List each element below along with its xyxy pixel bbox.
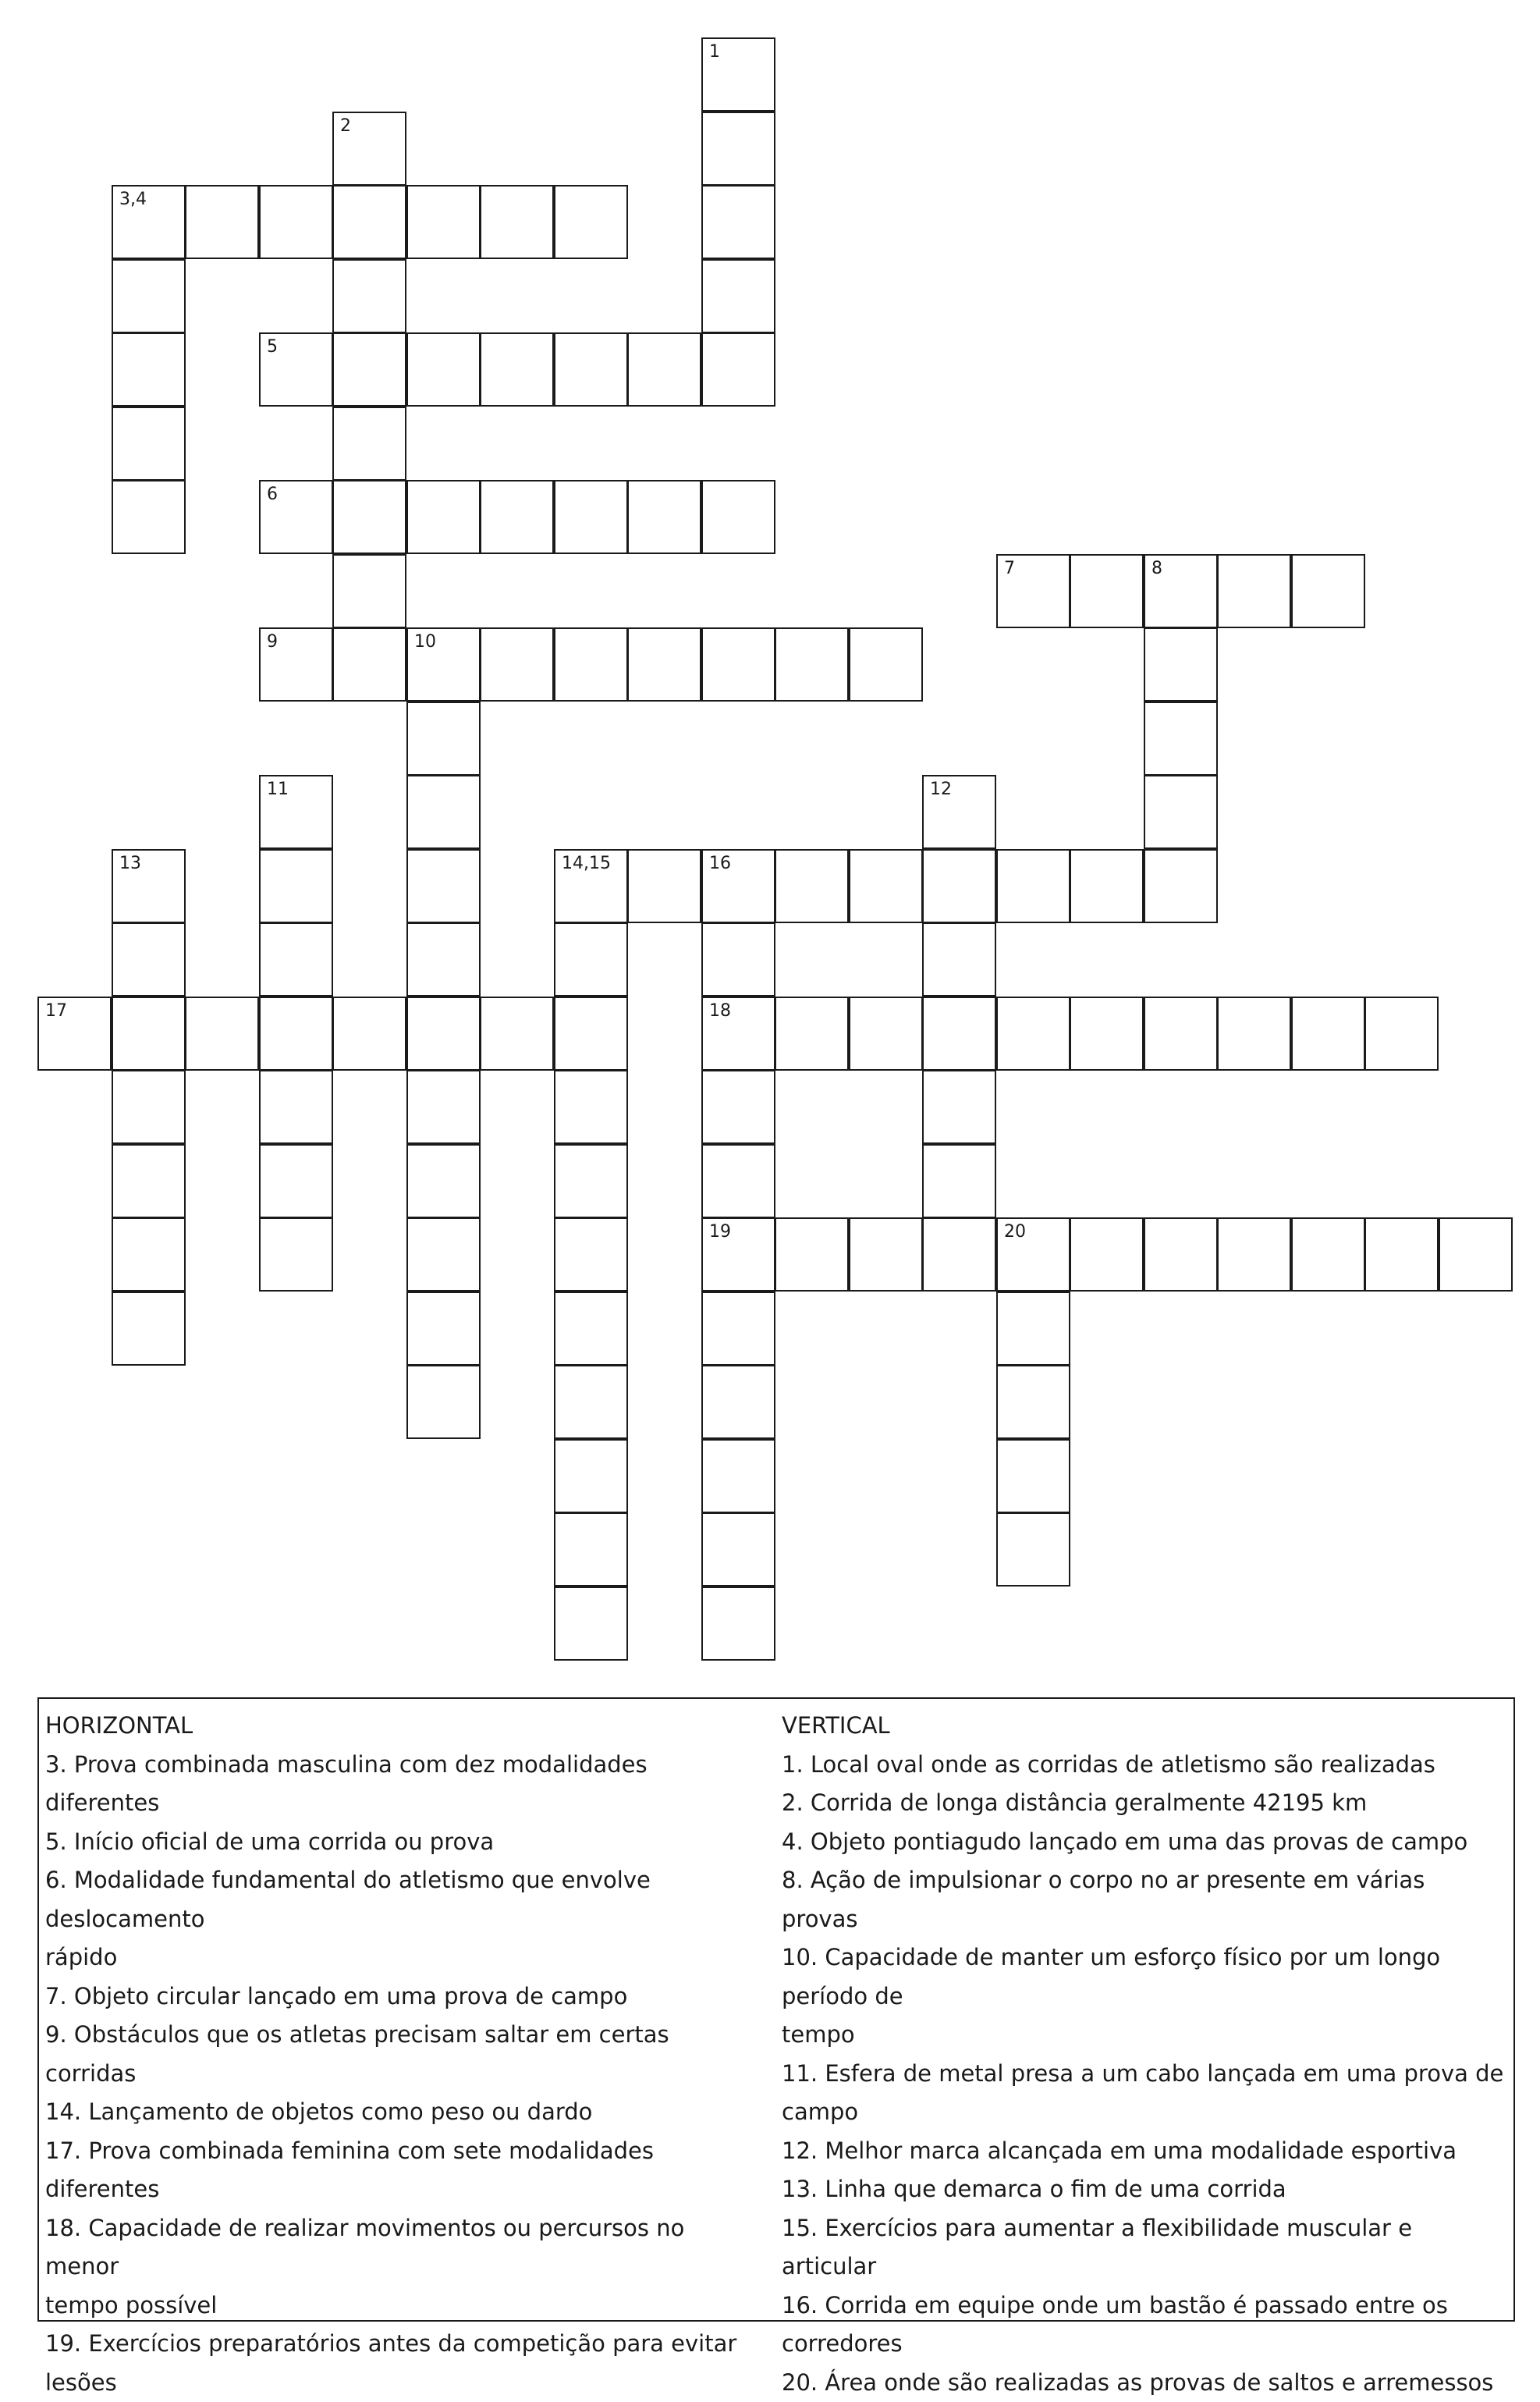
clue-number: 16: [709, 855, 731, 872]
vertical-clue: 16. Corrida em equipe onde um bastão é passado entre os: [782, 2287, 1507, 2326]
grid-cell[interactable]: [332, 407, 406, 481]
grid-cell[interactable]: [406, 702, 481, 776]
grid-cell[interactable]: [701, 922, 775, 997]
grid-cell[interactable]: [406, 997, 481, 1071]
grid-cell[interactable]: [259, 775, 333, 849]
grid-cell[interactable]: [922, 997, 996, 1071]
grid-cell[interactable]: [259, 185, 333, 259]
grid-cell[interactable]: [701, 480, 775, 554]
grid-cell[interactable]: [406, 1292, 481, 1366]
grid-cell[interactable]: [701, 259, 775, 333]
grid-cell[interactable]: [1144, 775, 1218, 849]
grid-cell[interactable]: [1144, 849, 1218, 923]
clue-number: 19: [709, 1224, 731, 1241]
horizontal-clue: rápido: [45, 1938, 763, 1977]
grid-cell[interactable]: [259, 1070, 333, 1144]
grid-cell[interactable]: [554, 1217, 628, 1292]
grid-cell[interactable]: [849, 997, 923, 1071]
clue-number: 18: [709, 1003, 731, 1020]
grid-cell[interactable]: [849, 1217, 923, 1292]
clue-number: 20: [1004, 1224, 1026, 1241]
grid-cell[interactable]: [554, 1439, 628, 1513]
grid-cell[interactable]: [406, 922, 481, 997]
vertical-clues: [782, 1707, 1507, 2402]
grid-cell[interactable]: [701, 112, 775, 186]
clue-number: 2: [340, 118, 351, 135]
grid-cell[interactable]: [480, 480, 554, 554]
horizontal-clue: 3. Prova combinada masculina com dez modalidades diferentes: [45, 1746, 763, 1823]
grid-cell[interactable]: [332, 185, 406, 259]
grid-cell[interactable]: [332, 627, 406, 702]
vertical-clue: 12. Melhor marca alcançada em uma modalidade esportiva: [782, 2132, 1507, 2171]
grid-cell[interactable]: [259, 332, 333, 407]
grid-cell[interactable]: [554, 1587, 628, 1661]
grid-cell[interactable]: [112, 332, 186, 407]
grid-cell[interactable]: [701, 1439, 775, 1513]
grid-cell[interactable]: [112, 849, 186, 923]
grid-cell[interactable]: [259, 1217, 333, 1292]
horizontal-clue: 7. Objeto circular lançado em uma prova de campo: [45, 1977, 763, 2016]
clue-number: 6: [267, 486, 278, 503]
grid-cell[interactable]: [332, 332, 406, 407]
grid-cell[interactable]: [112, 1217, 186, 1292]
grid-cell[interactable]: [996, 1512, 1070, 1587]
grid-cell[interactable]: [554, 1070, 628, 1144]
grid-cell[interactable]: [701, 1144, 775, 1218]
vertical-clue: 10. Capacidade de manter um esforço físico por um longo período de: [782, 1938, 1507, 2016]
grid-cell[interactable]: [406, 185, 481, 259]
grid-cell[interactable]: [922, 1070, 996, 1144]
grid-cell[interactable]: [627, 849, 701, 923]
grid-cell[interactable]: [112, 185, 186, 259]
vertical-clue: 11. Esfera de metal presa a um cabo lançada em uma prova de: [782, 2055, 1507, 2094]
grid-cell[interactable]: [259, 849, 333, 923]
vertical-clue: 13. Linha que demarca o fim de uma corrida: [782, 2170, 1507, 2209]
grid-cell[interactable]: [406, 1144, 481, 1218]
grid-cell[interactable]: [627, 480, 701, 554]
vertical-clue: corredores: [782, 2325, 1507, 2364]
grid-cell[interactable]: [480, 627, 554, 702]
horizontal-clue: 6. Modalidade fundamental do atletismo que envolve deslocamento: [45, 1861, 763, 1938]
grid-cell[interactable]: [554, 480, 628, 554]
grid-cell[interactable]: [1070, 997, 1144, 1071]
grid-cell[interactable]: [554, 1292, 628, 1366]
grid-cell[interactable]: [627, 332, 701, 407]
clue-number: 9: [267, 634, 278, 651]
clue-number: 3,4: [119, 191, 147, 208]
grid-cell[interactable]: [701, 1512, 775, 1587]
clue-number: 7: [1004, 560, 1015, 577]
grid-cell[interactable]: [701, 1217, 775, 1292]
vertical-clue: campo: [782, 2093, 1507, 2132]
horizontal-clue: 14. Lançamento de objetos como peso ou dardo: [45, 2093, 763, 2132]
horizontal-clue: 9. Obstáculos que os atletas precisam saltar em certas corridas: [45, 2016, 763, 2093]
grid-cell[interactable]: [1291, 997, 1365, 1071]
grid-cell[interactable]: [332, 112, 406, 186]
grid-cell[interactable]: [112, 922, 186, 997]
grid-cell[interactable]: [406, 1070, 481, 1144]
grid-cell[interactable]: [332, 554, 406, 628]
grid-cell[interactable]: [701, 1292, 775, 1366]
grid-cell[interactable]: [112, 997, 186, 1071]
grid-cell[interactable]: [1144, 702, 1218, 776]
grid-cell[interactable]: [554, 1512, 628, 1587]
grid-cell[interactable]: [480, 997, 554, 1071]
grid-cell[interactable]: [259, 627, 333, 702]
grid-cell[interactable]: [1144, 1217, 1218, 1292]
grid-cell[interactable]: [332, 259, 406, 333]
grid-cell[interactable]: [406, 1365, 481, 1439]
grid-cell[interactable]: [996, 1292, 1070, 1366]
grid-cell[interactable]: [406, 1217, 481, 1292]
grid-cell[interactable]: [37, 997, 112, 1071]
grid-cell[interactable]: [922, 922, 996, 997]
grid-cell[interactable]: [1144, 554, 1218, 628]
grid-cell[interactable]: [775, 997, 849, 1071]
grid-cell[interactable]: [701, 332, 775, 407]
grid-cell[interactable]: [775, 627, 849, 702]
grid-cell[interactable]: [922, 775, 996, 849]
grid-cell[interactable]: [112, 480, 186, 554]
horizontal-clue: 17. Prova combinada feminina com sete modalidades diferentes: [45, 2132, 763, 2209]
grid-cell[interactable]: [996, 1217, 1070, 1292]
grid-cell[interactable]: [554, 332, 628, 407]
grid-cell[interactable]: [259, 1144, 333, 1218]
grid-cell[interactable]: [406, 849, 481, 923]
grid-cell[interactable]: [554, 1365, 628, 1439]
grid-cell[interactable]: [922, 1144, 996, 1218]
clue-number: 14,15: [562, 855, 611, 872]
grid-cell[interactable]: [701, 1365, 775, 1439]
grid-cell[interactable]: [922, 849, 996, 923]
vertical-clue: 4. Objeto pontiagudo lançado em uma das provas de campo: [782, 1823, 1507, 1862]
vertical-clue: 8. Ação de impulsionar o corpo no ar presente em várias provas: [782, 1861, 1507, 1938]
grid-cell[interactable]: [1364, 997, 1439, 1071]
grid-cell[interactable]: [1070, 849, 1144, 923]
grid-cell[interactable]: [480, 185, 554, 259]
clue-number: 5: [267, 339, 278, 356]
horizontal-clue: 5. Início oficial de uma corrida ou prova: [45, 1823, 763, 1862]
grid-cell[interactable]: [259, 922, 333, 997]
grid-cell[interactable]: [554, 627, 628, 702]
grid-cell[interactable]: [406, 480, 481, 554]
grid-cell[interactable]: [996, 997, 1070, 1071]
grid-cell[interactable]: [775, 1217, 849, 1292]
grid-cell[interactable]: [480, 332, 554, 407]
grid-cell[interactable]: [1144, 997, 1218, 1071]
clue-number: 17: [45, 1003, 67, 1020]
grid-cell[interactable]: [996, 849, 1070, 923]
grid-cell[interactable]: [996, 1439, 1070, 1513]
grid-cell[interactable]: [554, 185, 628, 259]
grid-cell[interactable]: [332, 997, 406, 1071]
vertical-clue: 2. Corrida de longa distância geralmente 42195 km: [782, 1784, 1507, 1823]
grid-cell[interactable]: [701, 1070, 775, 1144]
grid-cell[interactable]: [112, 407, 186, 481]
grid-cell[interactable]: [259, 997, 333, 1071]
grid-cell[interactable]: [701, 627, 775, 702]
vertical-clue: 15. Exercícios para aumentar a flexibilidade muscular e articular: [782, 2209, 1507, 2287]
clue-number: 11: [267, 781, 289, 798]
clue-number: 13: [119, 855, 141, 872]
grid-cell[interactable]: [701, 185, 775, 259]
grid-cell[interactable]: [1217, 997, 1291, 1071]
vertical-clue: 20. Área onde são realizadas as provas de saltos e arremessos: [782, 2364, 1507, 2402]
grid-cell[interactable]: [554, 849, 628, 923]
grid-cell[interactable]: [554, 997, 628, 1071]
vertical-heading: VERTICAL: [782, 1707, 1507, 1746]
grid-cell[interactable]: [1439, 1217, 1513, 1292]
vertical-clue: tempo: [782, 2016, 1507, 2055]
grid-cell[interactable]: [259, 480, 333, 554]
grid-cell[interactable]: [112, 1292, 186, 1366]
grid-cell[interactable]: [701, 997, 775, 1071]
grid-cell[interactable]: [849, 849, 923, 923]
grid-cell[interactable]: [332, 480, 406, 554]
grid-cell[interactable]: [406, 332, 481, 407]
grid-cell[interactable]: [849, 627, 923, 702]
grid-cell[interactable]: [1291, 554, 1365, 628]
clue-number: 10: [414, 634, 436, 651]
horizontal-clue: 18. Capacidade de realizar movimentos ou percursos no menor: [45, 2209, 763, 2287]
grid-cell[interactable]: [701, 37, 775, 112]
grid-cell[interactable]: [112, 259, 186, 333]
grid-cell[interactable]: [185, 185, 259, 259]
vertical-clue: 1. Local oval onde as corridas de atletismo são realizadas: [782, 1746, 1507, 1785]
grid-cell[interactable]: [701, 1587, 775, 1661]
clue-number: 1: [709, 44, 720, 61]
grid-cell[interactable]: [1364, 1217, 1439, 1292]
clue-number: 8: [1151, 560, 1162, 577]
horizontal-clues: [45, 1707, 763, 2402]
grid-cell[interactable]: [775, 849, 849, 923]
grid-cell[interactable]: [701, 849, 775, 923]
grid-cell[interactable]: [1144, 627, 1218, 702]
grid-cell[interactable]: [996, 1365, 1070, 1439]
grid-cell[interactable]: [406, 627, 481, 702]
grid-cell[interactable]: [406, 775, 481, 849]
horizontal-clue: tempo possível: [45, 2287, 763, 2326]
grid-cell[interactable]: [1217, 1217, 1291, 1292]
grid-cell[interactable]: [627, 627, 701, 702]
grid-cell[interactable]: [554, 922, 628, 997]
grid-cell[interactable]: [1217, 554, 1291, 628]
horizontal-heading: HORIZONTAL: [45, 1707, 763, 1746]
grid-cell[interactable]: [996, 554, 1070, 628]
horizontal-clue: 19. Exercícios preparatórios antes da competição para evitar lesões: [45, 2325, 763, 2402]
grid-cell[interactable]: [1070, 554, 1144, 628]
grid-cell[interactable]: [112, 1070, 186, 1144]
grid-cell[interactable]: [554, 1144, 628, 1218]
clue-number: 12: [930, 781, 952, 798]
grid-cell[interactable]: [185, 997, 259, 1071]
grid-cell[interactable]: [1070, 1217, 1144, 1292]
grid-cell[interactable]: [922, 1217, 996, 1292]
grid-cell[interactable]: [1291, 1217, 1365, 1292]
grid-cell[interactable]: [112, 1144, 186, 1218]
clues-box: [37, 1697, 1515, 2322]
